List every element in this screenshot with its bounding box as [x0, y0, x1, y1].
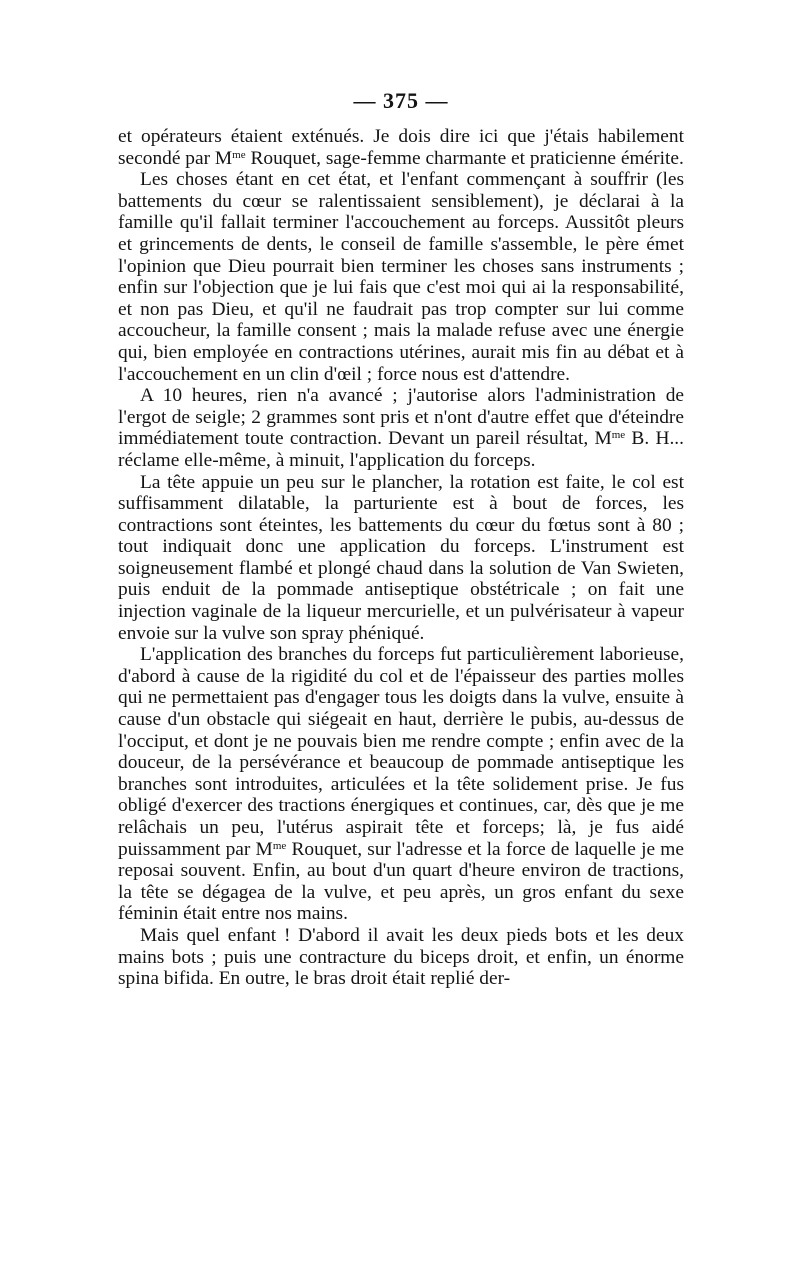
- paragraph-1: et opérateurs étaient exténués. Je dois dire ici que j'étais habilement secondé par $M^{me}$ Rouquet, sage-femme charmante et praticienne émérite.: [118, 126, 684, 169]
- paragraph-3: A 10 heures, rien n'a avancé ; j'autorise alors l'administration de l'ergot de seigle; 2 grammes sont pris et n'ont d'autre effet que d'éteindre immédiatement toute contraction. Devant un pareil résultat, $M^{me}$ B. H... réclame elle-même, à minuit, l'application du forceps.: [118, 385, 684, 471]
- body-text: [118, 126, 684, 990]
- paragraph-4: La tête appuie un peu sur le plancher, la rotation est faite, le col est suffisamment dilatable, la parturiente est à bout de forces, les contractions sont éteintes, les battements du cœur du fœtus sont à 80 ; tout indiquait donc une application du forceps. L'instrument est soigneusement flambé et plongé chaud dans la solution de Van Swieten, puis enduit de la pommade antiseptique obstétricale ; on fait une injection vaginale de la liqueur mercurielle, et un pulvérisateur à vapeur envoie sur la vulve son spray phéniqué.: [118, 471, 684, 644]
- paragraph-5: L'application des branches du forceps fut particulièrement laborieuse, d'abord à cause de la rigidité du col et de l'épaisseur des parties molles qui ne permettaient pas d'engager tous les doigts dans la vulve, ensuite à cause d'un obstacle qui siégeait en haut, derrière le pubis, au-dessus de l'occiput, et dont je ne pouvais bien me rendre compte ; enfin avec de la douceur, de la persévérance et beaucoup de pommade antiseptique les branches sont introduites, articulées et la tête solidement prise. Je fus obligé d'exercer des tractions énergiques et continues, car, dès que je me relâchais un peu, l'utérus aspirait tête et forceps; là, je fus aidé puissamment par $M^{me}$ Rouquet, sur l'adresse et la force de laquelle je me reposai souvent. Enfin, au bout d'un quart d'heure environ de tractions, la tête se dégagea de la vulve, et peu après, un gros enfant du sexe féminin était entre nos mains.: [118, 644, 684, 925]
- book-page: [118, 86, 684, 990]
- superscript-me: me: [232, 148, 246, 161]
- superscript-me: me: [611, 429, 626, 442]
- page-number: — 375 —: [353, 88, 449, 113]
- superscript-me: me: [272, 839, 287, 852]
- paragraph-6: Mais quel enfant ! D'abord il avait les deux pieds bots et les deux mains bots ; puis une contracture du biceps droit, et enfin, un énorme spina bifida. En outre, le bras droit était replié der-: [118, 924, 684, 990]
- paragraph-2: Les choses étant en cet état, et l'enfant commençant à souffrir (les battements du cœur se ralentissaient sensiblement), je déclarai à la famille qu'il fallait terminer l'accouchement au forceps. Aussitôt pleurs et grincements de dents, le conseil de famille s'assemble, le père émet l'opinion que Dieu pourrait bien terminer les choses sans instruments ; enfin sur l'objection que je lui fais que c'est moi qui ai la responsabilité, et non pas Dieu, et qu'il ne faudrait pas trop compter sur lui comme accoucheur, la famille consent ; mais la malade refuse avec une énergie qui, bien employée en contractions utérines, aurait mis fin au débat et à l'accouchement en un clin d'œil ; force nous est d'attendre.: [118, 169, 684, 385]
